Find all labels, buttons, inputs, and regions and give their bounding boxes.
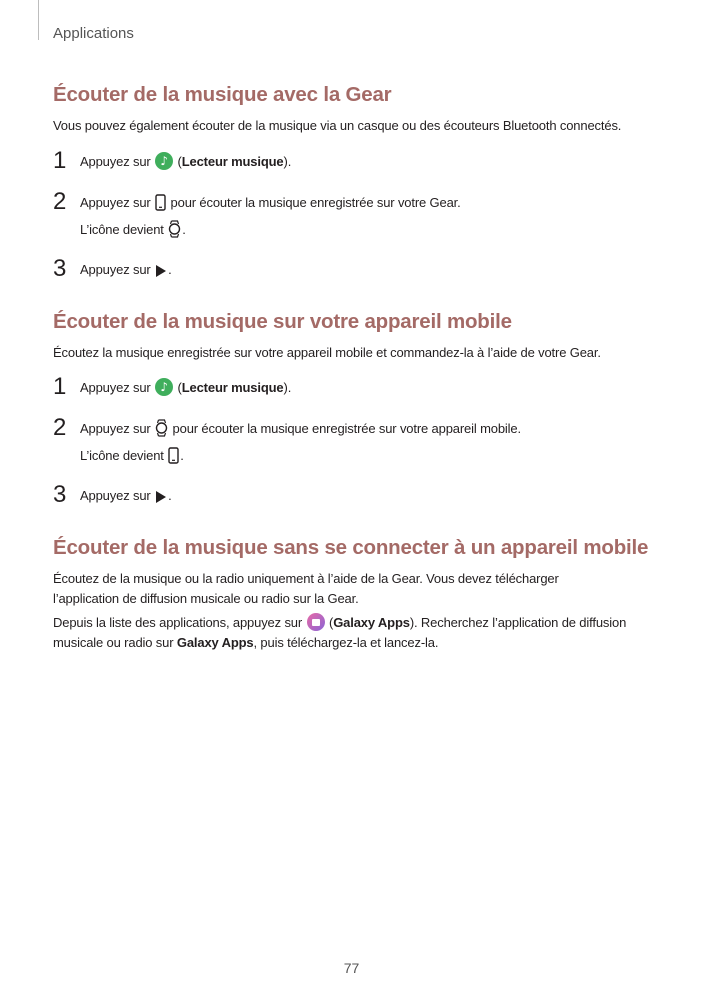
step-number: 1 — [53, 147, 67, 174]
step-number: 3 — [53, 481, 67, 508]
play-icon — [155, 264, 167, 284]
header-rule — [38, 0, 39, 40]
step-number: 3 — [53, 255, 67, 282]
step-text: Appuyez sur pour écouter la musique enregistrée sur votre appareil mobile. — [80, 419, 521, 443]
section-title-mobile: Écouter de la musique sur votre appareil mobile — [53, 310, 512, 333]
section-intro-gear: Vous pouvez également écouter de la musique via un casque ou des écouteurs Bluetooth connectés. — [53, 118, 622, 133]
page-number: 77 — [343, 960, 360, 976]
section-title-standalone: Écouter de la musique sans se connecter à un appareil mobile — [53, 536, 649, 559]
step-1 — [53, 374, 653, 400]
step-1 — [53, 148, 653, 174]
step-text: Appuyez sur . — [80, 486, 172, 510]
watch-icon — [168, 220, 181, 244]
step-2-note: L’icône devient . — [80, 446, 184, 470]
step-3 — [53, 256, 653, 282]
play-icon — [155, 490, 167, 510]
phone-icon — [155, 194, 166, 217]
step-text: Appuyez sur pour écouter la musique enregistrée sur votre Gear. — [80, 193, 461, 217]
step-2-note: L’icône devient . — [80, 220, 186, 244]
paragraph-line: l’application de diffusion musicale ou radio sur la Gear. — [53, 591, 359, 606]
section-intro-mobile: Écoutez la musique enregistrée sur votre appareil mobile et commandez-la à l’aide de votre Gear. — [53, 345, 601, 360]
step-2 — [53, 415, 653, 441]
watch-icon — [155, 419, 168, 443]
section-title-gear: Écouter de la musique avec la Gear — [53, 83, 392, 106]
phone-icon — [168, 447, 179, 470]
header-title: Applications — [53, 25, 134, 42]
music-player-icon — [155, 378, 173, 396]
step-text: Appuyez sur ♪ (Lecteur musique). — [80, 152, 291, 172]
step-number: 2 — [53, 414, 67, 441]
paragraph-line: musicale ou radio sur Galaxy Apps, puis téléchargez-la et lancez-la. — [53, 635, 439, 650]
music-player-icon — [155, 152, 173, 170]
galaxy-apps-icon — [307, 613, 325, 631]
step-text: Appuyez sur ♪ (Lecteur musique). — [80, 378, 291, 398]
step-text: Appuyez sur . — [80, 260, 172, 284]
paragraph-line: Écoutez de la musique ou la radio uniquement à l’aide de la Gear. Vous devez télécharger — [53, 571, 559, 586]
paragraph-line: Depuis la liste des applications, appuyez sur (Galaxy Apps). Recherchez l’application de diffusion — [53, 615, 627, 630]
step-3 — [53, 482, 653, 508]
step-number: 1 — [53, 373, 67, 400]
step-2 — [53, 189, 653, 215]
step-number: 2 — [53, 188, 67, 215]
